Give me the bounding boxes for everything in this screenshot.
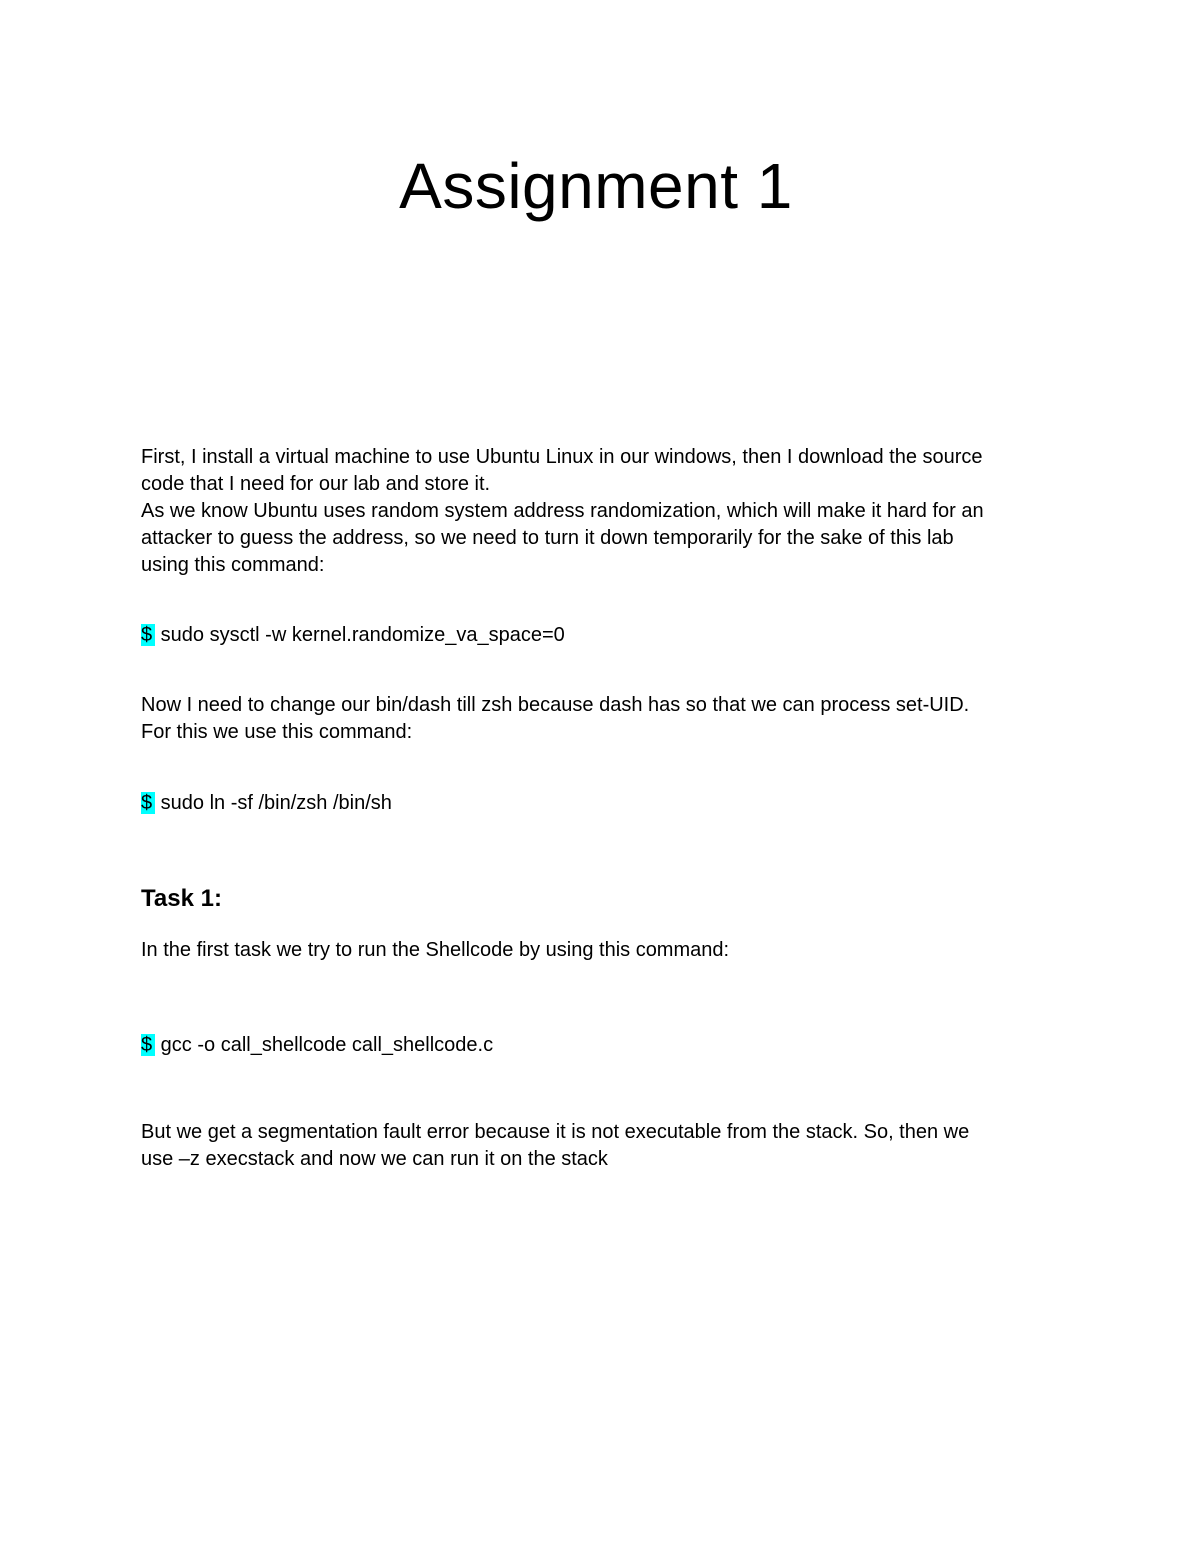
paragraph-dash-line-2: For this we use this command: bbox=[141, 721, 413, 743]
paragraph-dash-line-1: Now I need to change our bin/dash till zsh because dash has so that we can process set-UID. bbox=[141, 694, 970, 716]
document-title: Assignment 1 bbox=[399, 150, 793, 222]
task1-heading: Task 1: bbox=[141, 885, 222, 912]
command-prompt: $ bbox=[141, 792, 155, 814]
command-text: sudo sysctl -w kernel.randomize_va_space=0 bbox=[155, 624, 565, 646]
command-text: sudo ln -sf /bin/zsh /bin/sh bbox=[155, 792, 392, 814]
intro-line-5: using this command: bbox=[141, 554, 325, 576]
paragraph-dash bbox=[141, 692, 1061, 746]
command-text: gcc -o call_shellcode call_shellcode.c bbox=[155, 1034, 494, 1056]
intro-line-3: As we know Ubuntu uses random system address randomization, which will make it hard for an bbox=[141, 500, 984, 522]
paragraph-segfault bbox=[141, 1119, 1061, 1173]
intro-paragraph bbox=[141, 444, 1061, 579]
command-prompt: $ bbox=[141, 1034, 155, 1056]
paragraph-segfault-line-1: But we get a segmentation fault error because it is not executable from the stack. So, then we bbox=[141, 1121, 970, 1143]
command-ln bbox=[141, 790, 392, 817]
command-sysctl bbox=[141, 622, 565, 649]
task1-text: In the first task we try to run the Shellcode by using this command: bbox=[141, 939, 730, 961]
command-prompt: $ bbox=[141, 624, 155, 646]
intro-line-2: code that I need for our lab and store it. bbox=[141, 473, 491, 495]
intro-line-1: First, I install a virtual machine to use Ubuntu Linux in our windows, then I download the source bbox=[141, 446, 983, 468]
task1-paragraph bbox=[141, 937, 1061, 964]
paragraph-segfault-line-2: use –z execstack and now we can run it on the stack bbox=[141, 1148, 608, 1170]
intro-line-4: attacker to guess the address, so we need to turn it down temporarily for the sake of this lab bbox=[141, 527, 954, 549]
command-gcc bbox=[141, 1032, 493, 1059]
